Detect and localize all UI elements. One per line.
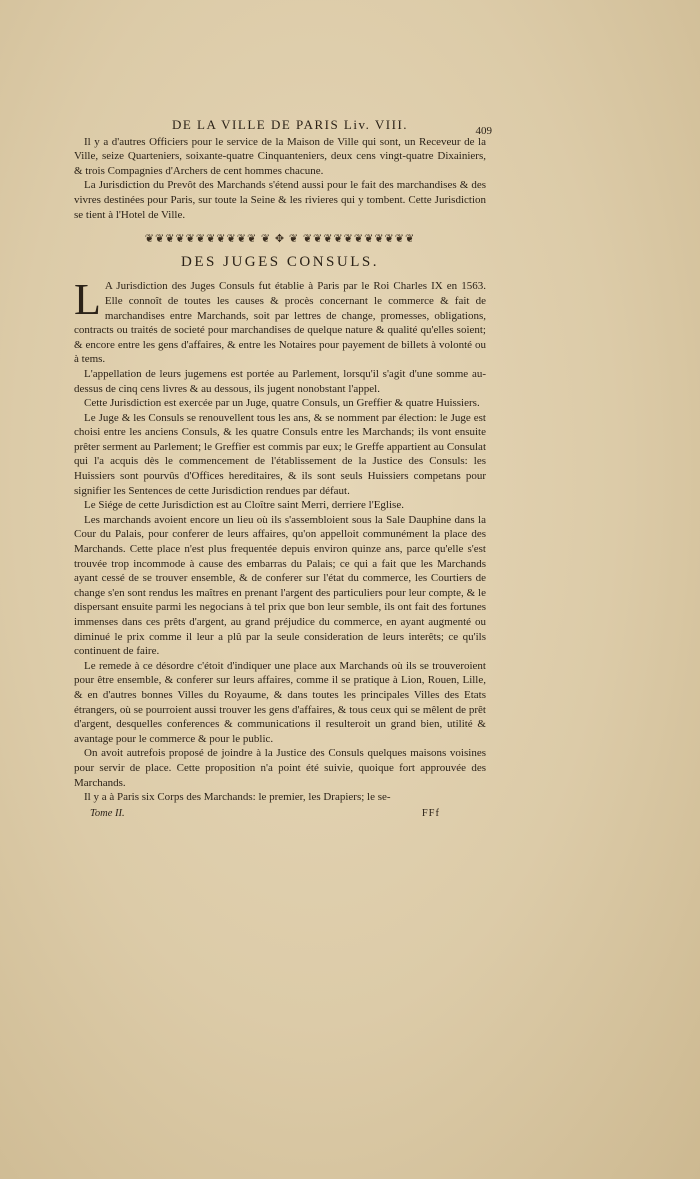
volume-label: Tome II. [90,807,125,819]
section-title: DES JUGES CONSULS. [181,253,379,270]
running-head-text: DE LA VILLE DE PARIS Liv. VIII. [171,117,409,132]
body-paragraph: Il y a à Paris six Corps des Marchands: le premier, les Drapiers; le se- [84,791,391,804]
signature-mark: FFf [421,807,440,819]
body-paragraph: On avoit autrefois proposé de joindre à la Justice des Consuls quelques maisons voisines pour servir de place. Cette proposition n'a point été suivie, quoique fort approuvée des Marchands. [74,747,486,789]
body-paragraph: Le Juge & les Consuls se renouvellent tous les ans, & se nomment par élection: le Juge est choisi entre les anciens Consuls, & les quatre Consuls entre les Marchands; ils vont ensuite prêter serment au Parlement; le Greffier est commis par eux; le Greffe appartient au Consulat qui l'a acquis dès le commencement de l'établissement de la Justice des Consuls: les Huissiers sont pourvûs d'Offices hereditaires, & ils sont seuls Huissiers competans pour signifier les Sentences de cette Jurisdiction rendues par défaut. [74,411,486,497]
body-paragraph: Les marchands avoient encore un lieu où ils s'assembloient sous la Sale Dauphine dans la Cour du Palais, pour conferer de leurs affaires, qu'on appelloit communément la place des Marchands. Cette place n'est plus frequentée depuis environ quinze ans, parce qu'elle s'est trouvée trop incommode à cause des embarras du Palais; ce qui a fait que les Marchands ayant cessé de se trouver ensemble, & de conferer sur l'état du commerce, les Courtiers de change s'en sont rendus les maîtres en prenant l'argent des particuliers pour leur compte, & le dispersant ensuite parmi les negocians à tel prix que bon leur semble, ils ont fait des fortunes immenses dans ces prêts d'argent, au grand préjudice du commerce, en ayant augmenté ou diminué le prix comme il leur a plû par la seule consideration de leurs interêts; ce qu'ils continuent de faire. [74,513,486,658]
first-paragraph-text: A Jurisdiction des Juges Consuls fut établie à Paris par le Roi Charles IX en 1563. Elle connoît de toutes les causes & procès concernant le commerce & fait de marchandises entre Marchands, soit par lettres de change, promesses, obligations, contracts ou traités de societé pour marchandises de quelque nature & qualité qu'elles soient; & encore entre les gens d'affaires, & entre les Notaires pour payement de billets à volonté ou à tems. [74,280,486,366]
intro-paragraph: Il y a d'autres Officiers pour le service de la Maison de Ville qui sont, un Receveur de la Ville, seize Quarteniers, soixante-quatre Cinquanteniers, deux cens vingt-quatre Dixainiers, & trois Compagnies d'Archers de cent hommes chacune. [74,135,486,177]
intro-paragraph: La Jurisdiction du Prevôt des Marchands s'étend aussi pour le fait des marchandises & des vivres destinées pour Paris, sur toute la Seine & les rivieres qui y tombent. Cette Jurisdiction se tient à l'Hotel de Ville. [74,179,486,221]
body-paragraph: Cette Jurisdiction est exercée par un Juge, quatre Consuls, un Greffier & quatre Huissiers. [84,397,480,410]
running-head [94,117,492,137]
ornamental-divider: ❦❦❦❦❦❦❦❦❦❦❦ ❦ ✥ ❦ ❦❦❦❦❦❦❦❦❦❦❦ [144,233,416,246]
first-paragraph [74,275,486,367]
drop-cap: L [74,275,101,325]
page-footer [74,807,486,822]
body-paragraph: L'appellation de leurs jugemens est portée au Parlement, lorsqu'il s'agit d'une somme au-dessus de cinq cens livres & au dessous, ils jugent nonobstant l'appel. [74,367,486,395]
body-paragraph: Le Siége de cette Jurisdiction est au Cloître saint Merri, derriere l'Eglise. [84,499,404,512]
text-block [74,117,492,821]
page-number: 409 [475,125,492,137]
body-paragraph: Le remede à ce désordre c'étoit d'indiquer une place aux Marchands où ils se trouveroient pour être ensemble, & conferer sur leurs affaires, comme il se pratique à Lion, Rouen, Lille, & en d'autres bonnes Villes du Royaume, & dans toutes les principales Villes des Etats étrangers, où se pourroient aussi trouver les gens d'affaires, & tous ceux qui se mêlent de prêt d'argent, desquelles conferences & communications il resulteroit un grand bien, utilité & avantage pour le commerce & pour le public. [74,659,486,745]
